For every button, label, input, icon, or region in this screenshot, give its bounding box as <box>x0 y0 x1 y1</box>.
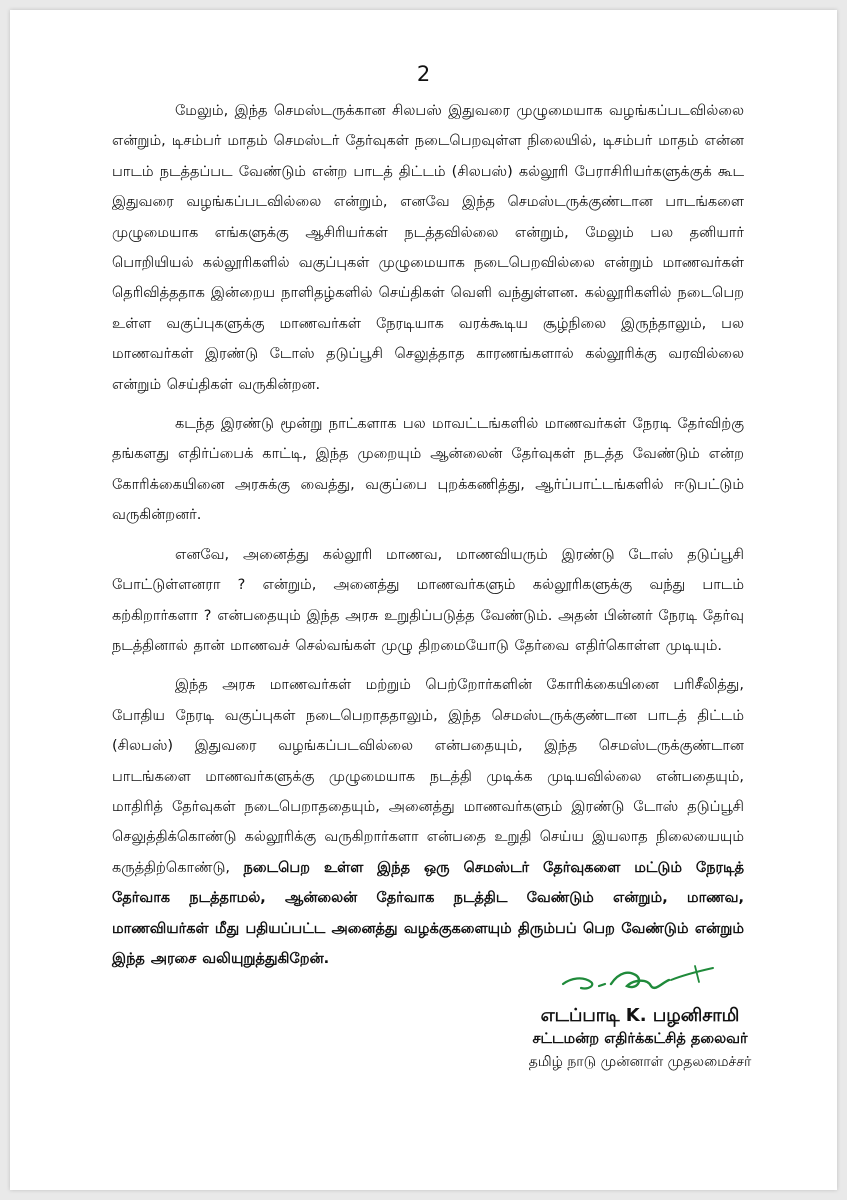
letter-body <box>112 96 744 983</box>
paragraph-4-regular-text: இந்த அரசு மாணவர்கள் மற்றும் பெற்றோர்களின் கோரிக்கையினை பரிசீலித்து, போதிய நேரடி வகுப்புகள் நடைபெறாததாலும், இந்த செமஸ்டருக்குண்டான பாடத் திட்டம் (சிலபஸ்) இதுவரை வழங்கப்படவில்லை என்பதையும், இந்த செமஸ்டருக்குண்டான பாடங்களை மாணவர்களுக்கு முழுமையாக நடத்தி முடிக்க முடியவில்லை என்பதையும், மாதிரித் தேர்வுகள் நடைபெறாததையும், அனைத்து மாணவர்களும் இரண்டு டோஸ் தடுப்பூசி செலுத்திக்கொண்டு கல்லூரிக்கு வருகிறார்களா என்பதை உறுதி செய்ய இயலாத நிலையையும் கருத்திற்கொண்டு, <box>112 677 744 876</box>
page-number: 2 <box>416 62 431 86</box>
paragraph-1: மேலும், இந்த செமஸ்டருக்கான சிலபஸ் இதுவரை முழுமையாக வழங்கப்படவில்லை என்றும், டிசம்பர் மாதம் செமஸ்டர் தேர்வுகள் நடைபெறவுள்ள நிலையில், டிசம்பர் மாதம் என்ன பாடம் நடத்தப்பட வேண்டும் என்ற பாடத் திட்டம் (சிலபஸ்) கல்லூரி பேராசிரியர்களுக்குக் கூட இதுவரை வழங்கப்படவில்லை என்றும், எனவே இந்த செமஸ்டருக்குண்டான பாடங்களை முழுமையாக எங்களுக்கு ஆசிரியர்கள் நடத்தவில்லை என்றும், மேலும் பல தனியார் பொறியியல் கல்லூரிகளில் வகுப்புகள் முழுமையாக நடைபெறவில்லை என்றும் மாணவர்கள் தெரிவித்ததாக இன்றைய நாளிதழ்களில் செய்திகள் வெளி வந்துள்ளன. கல்லூரிகளில் நடைபெற உள்ள வகுப்புகளுக்கு மாணவர்கள் நேரடியாக வரக்கூடிய சூழ்நிலை இருந்தாலும், பல மாணவர்கள் இரண்டு டோஸ் தடுப்பூசி செலுத்தாத காரணங்களால் கல்லூரிக்கு வரவில்லை என்றும் செய்திகள் வருகின்றன. <box>112 103 744 393</box>
signature-block <box>480 960 800 1074</box>
letter-page <box>10 10 837 1190</box>
paragraph-4 <box>112 670 744 974</box>
paragraph-3: எனவே, அனைத்து கல்லூரி மாணவ, மாணவியரும் இரண்டு டோஸ் தடுப்பூசி போட்டுள்ளனரா ? என்றும், அனைத்து மாணவர்களும் கல்லூரிகளுக்கு வந்து பாடம் கற்கிறார்களா ? என்பதையும் இந்த அரசு உறுதிப்படுத்த வேண்டும். அதன் பின்னர் நேரடி தேர்வு நடத்தினால் தான் மாணவச் செல்வங்கள் முழு திறமையோடு தேர்வை எதிர்கொள்ள முடியும். <box>112 546 744 654</box>
paragraph-2: கடந்த இரண்டு மூன்று நாட்களாக பல மாவட்டங்களில் மாணவர்கள் நேரடி தேர்விற்கு தங்களது எதிர்ப்பைக் காட்டி, இந்த முறையும் ஆன்லைன் தேர்வுகள் நடத்த வேண்டும் என்ற கோரிக்கையினை அரசுக்கு வைத்து, வகுப்பை புறக்கணித்து, ஆர்ப்பாட்டங்களில் ஈடுபட்டும் வருகின்றனர். <box>112 416 744 524</box>
paragraph-4-bold-demand: நடைபெற உள்ள இந்த ஒரு செமஸ்டர் தேர்வுகளை மட்டும் நேரடித் தேர்வாக நடத்தாமல், ஆன்லைன் தேர்வாக நடத்திட வேண்டும் என்றும், மாணவ, மாணவியர்கள் மீது பதியப்பட்ட அனைத்து வழக்குகளையும் திரும்பப் பெற வேண்டும் என்றும் இந்த அரசை வலியுறுத்துகிறேன். <box>112 859 745 967</box>
signatory-title: சட்டமன்ற எதிர்க்கட்சித் தலைவர் <box>532 1031 748 1047</box>
handwritten-signature <box>555 960 725 1000</box>
signatory-name: எடப்பாடி K. பழனிசாமி <box>540 1005 740 1026</box>
signatory-subtitle: தமிழ் நாடு முன்னாள் முதலமைச்சர் <box>528 1054 752 1070</box>
